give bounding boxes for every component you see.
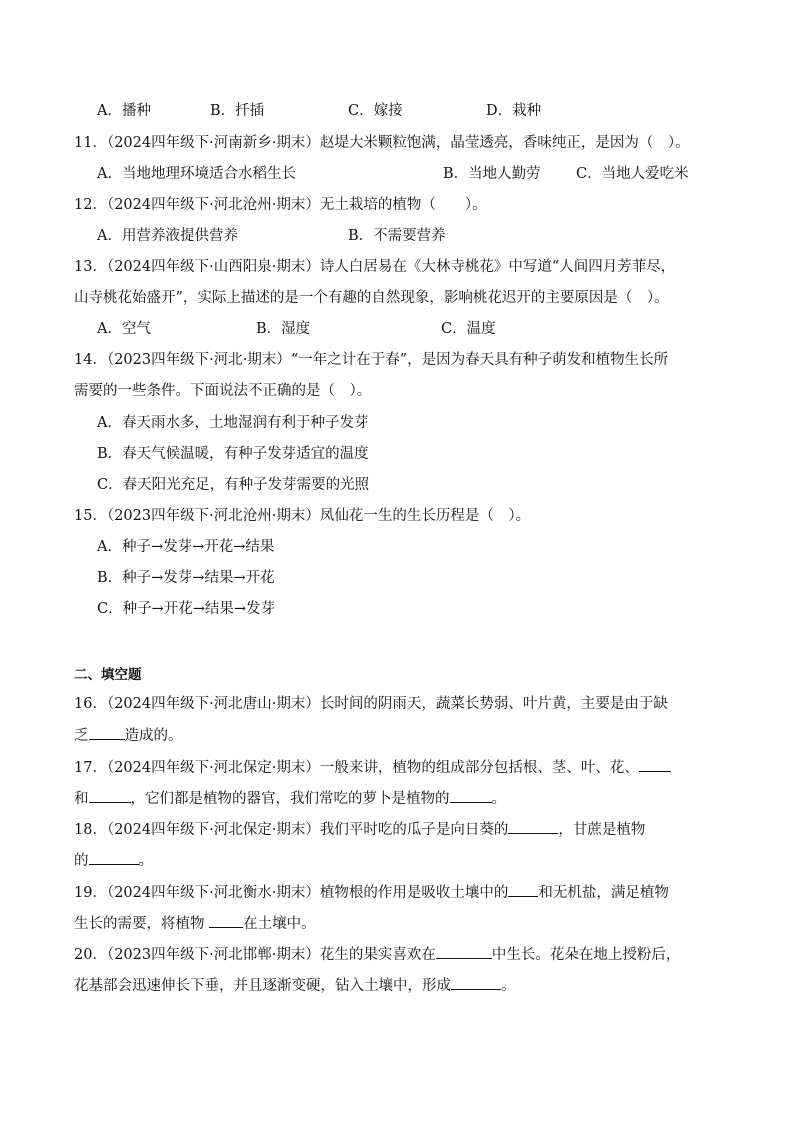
q20-line2 — [74, 975, 516, 996]
q17-stem-text: 17．（2024四年级下·河北保定·期末）一般来讲，植物的组成部分包括根、茎、叶、花、 — [74, 760, 639, 776]
q11-option-c: C．当地人爱吃米 — [576, 166, 689, 182]
q12-option-a: A．用营养液提供营养 — [97, 228, 238, 244]
q12-stem: 12．（2024四年级下·河北沧州·期末）无土栽培的植物（ ）。 — [74, 197, 487, 213]
q19-blank-1[interactable] — [508, 882, 538, 897]
q10-option-b: B．扦插 — [210, 103, 265, 119]
q13-option-b: B．湿度 — [256, 321, 311, 337]
q17-text-he: 和 — [74, 791, 89, 807]
section-title: 二、填空题 — [74, 667, 142, 683]
q20-text-before: 花基部会迅速伸长下垂，并且逐渐变硬，钻入土壤中，形成 — [74, 978, 451, 994]
q20-text-end: 。 — [501, 978, 516, 994]
q20-stem-text: 20．（2023四年级下·河北邯郸·期末）花生的果实喜欢在 — [74, 947, 436, 963]
q16-blank[interactable] — [89, 725, 125, 740]
q13-option-c: C．温度 — [441, 321, 496, 337]
q10-option-a: A．播种 — [97, 103, 151, 119]
q18-text-de: 的 — [74, 853, 89, 869]
q18-blank-2[interactable] — [89, 850, 139, 865]
q16-text-before-blank: 乏 — [74, 728, 89, 744]
q17-blank-2[interactable] — [89, 788, 131, 803]
q17-text-end: 。 — [491, 791, 506, 807]
q14-stem-line2: 需要的一些条件。下面说法不正确的是（ ）。 — [74, 383, 372, 399]
q18-blank-1[interactable] — [508, 819, 558, 834]
q15-option-a: A．种子→发芽→开花→结果 — [97, 539, 275, 555]
q13-option-a: A．空气 — [97, 321, 151, 337]
q19-stem-text: 19．（2024四年级下·河北衡水·期末）植物根的作用是吸收土壤中的 — [74, 885, 509, 901]
q19-line1 — [74, 882, 669, 903]
q13-stem-line2: 山寺桃花始盛开”，实际上描述的是一个有趣的自然现象，影响桃花迟开的主要原因是（ ）。 — [74, 290, 669, 306]
q15-option-b: B．种子→发芽→结果→开花 — [97, 570, 275, 586]
q12-option-b: B．不需要营养 — [348, 228, 446, 244]
q17-line2 — [74, 788, 506, 809]
q10-option-c: C．嫁接 — [348, 103, 403, 119]
q11-stem: 11．（2024四年级下·河南新乡·期末）赵堤大米颗粒饱满，晶莹透亮，香味纯正，是因为（ ）。 — [74, 135, 690, 151]
q10-option-d: D．栽种 — [486, 103, 542, 119]
q16-stem-line1: 16．（2024四年级下·河北唐山·期末）长时间的阴雨天，蔬菜长势弱、叶片黄，主要是由于缺 — [74, 696, 668, 712]
q18-line1 — [74, 819, 645, 840]
q17-blank-3[interactable] — [450, 788, 492, 803]
q19-blank-2[interactable] — [209, 913, 243, 928]
q18-line2 — [74, 850, 153, 871]
q14-stem-line1: 14．（2023四年级下·河北·期末）“一年之计在于春”，是因为春天具有种子萌发和植物生长所 — [74, 352, 669, 368]
q14-option-c: C．春天阳光充足，有种子发芽需要的光照 — [97, 477, 370, 493]
q13-stem-line1: 13．（2024四年级下·山西阳泉·期末）诗人白居易在《大林寺桃花》中写道“人间四月芳菲尽， — [74, 259, 676, 275]
q14-option-b: B．春天气候温暖，有种子发芽适宜的温度 — [97, 446, 369, 462]
q19-stem-text-b: 和无机盐，满足植物 — [538, 885, 669, 901]
q15-stem: 15．（2023四年级下·河北沧州·期末）凤仙花一生的生长历程是（ ）。 — [74, 508, 531, 524]
q17-blank-1[interactable] — [639, 757, 671, 772]
q11-option-a: A．当地地理环境适合水稻生长 — [97, 166, 296, 182]
q17-text-middle: ，它们都是植物的器官，我们常吃的萝卜是植物的 — [130, 791, 450, 807]
q17-line1 — [74, 757, 671, 778]
q20-stem-text-b: 中生长。花朵在地上授粉后， — [491, 947, 681, 963]
q11-option-b: B．当地人勤劳 — [443, 166, 541, 182]
q19-text-before: 生长的需要，将植物 — [74, 916, 210, 932]
q18-stem-text-b: ，甘蔗是植物 — [558, 822, 646, 838]
q20-blank-2[interactable] — [451, 975, 501, 990]
q19-line2 — [74, 913, 316, 934]
q14-option-a: A．春天雨水多，土地湿润有利于种子发芽 — [97, 415, 369, 431]
q18-stem-text: 18．（2024四年级下·河北保定·期末）我们平时吃的瓜子是向日葵的 — [74, 822, 509, 838]
q16-line2 — [74, 725, 183, 746]
q18-text-end: 。 — [138, 853, 153, 869]
q19-text-after: 在土壤中。 — [243, 916, 316, 932]
q15-option-c: C．种子→开花→结果→发芽 — [97, 601, 276, 617]
q16-text-after-blank: 造成的。 — [124, 728, 183, 744]
q20-line1 — [74, 944, 680, 965]
q20-blank-1[interactable] — [436, 944, 492, 959]
